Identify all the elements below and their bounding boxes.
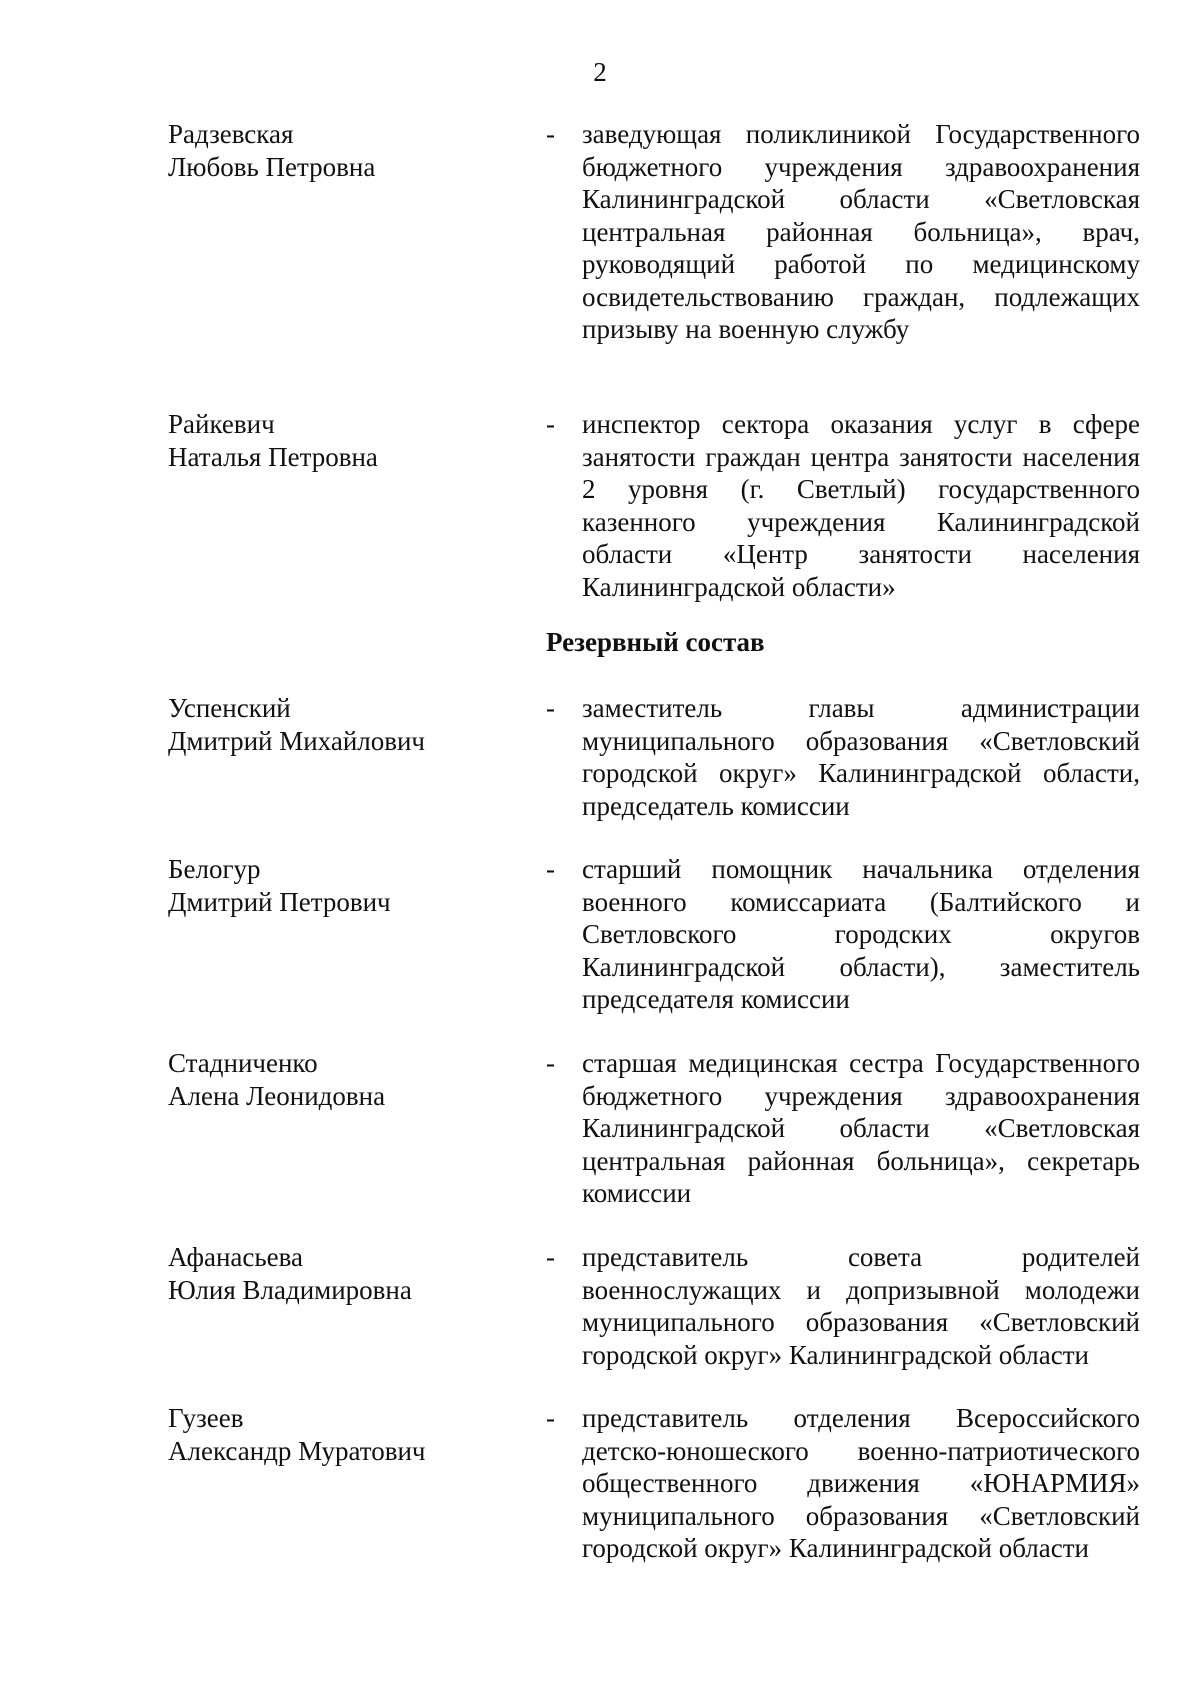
member-name — [168, 408, 528, 473]
entry-dash: - — [546, 1048, 555, 1078]
member-role: старшая медицинская сестра Государственного бюджетного учреждения здравоохранения Калининградской области «Светловская центральная районная больница», секретарь комиссии — [582, 1048, 1140, 1208]
member-given-names: Александр Муратович — [168, 1435, 426, 1466]
member-surname: Афанасьева — [168, 1242, 304, 1272]
reserve-section-heading: Резервный состав — [546, 627, 765, 657]
entry-dash: - — [546, 854, 555, 884]
member-given-names: Дмитрий Михайлович — [168, 725, 426, 756]
member-given-names: Наталья Петровна — [168, 441, 378, 472]
member-given-names: Любовь Петровна — [168, 151, 376, 182]
member-name — [168, 1241, 528, 1306]
member-role: представитель отделения Всероссийского детско-юношеского военно-патриотического общественного движения «ЮНАРМИЯ» муниципального образования «Светловский городской округ» Калининградской области — [582, 1403, 1140, 1563]
entry-dash: - — [546, 1242, 555, 1272]
member-name — [168, 692, 528, 757]
member-given-names: Дмитрий Петрович — [168, 886, 391, 917]
entry-dash: - — [546, 409, 555, 439]
member-surname: Радзевская — [168, 119, 294, 149]
member-name — [168, 118, 528, 183]
member-name — [168, 1047, 528, 1112]
member-role: заведующая поликлиникой Государственного бюджетного учреждения здравоохранения Калининградской области «Светловская центральная районная больница», врач, руководящий работой по медицинскому освидетельствованию граждан, подлежащих призыву на военную службу — [582, 119, 1140, 344]
entry-dash: - — [546, 693, 555, 723]
member-surname: Белогур — [168, 854, 261, 884]
entry-dash: - — [546, 119, 555, 149]
member-surname: Гузеев — [168, 1403, 244, 1433]
member-surname: Райкевич — [168, 409, 275, 439]
member-given-names: Юлия Владимировна — [168, 1274, 412, 1305]
member-given-names: Алена Леонидовна — [168, 1080, 386, 1111]
page-number: 2 — [593, 57, 607, 87]
member-role: старший помощник начальника отделения военного комиссариата (Балтийского и Светловского городских округов Калининградской области), заместитель председателя комиссии — [582, 854, 1140, 1014]
member-role: заместитель главы администрации муниципального образования «Светловский городской округ» Калининградской области, председатель комиссии — [582, 693, 1140, 821]
entry-dash: - — [546, 1403, 555, 1433]
member-surname: Успенский — [168, 693, 291, 723]
member-name — [168, 853, 528, 918]
member-surname: Стадниченко — [168, 1048, 318, 1078]
member-role: представитель совета родителей военнослужащих и допризывной молодежи муниципального образования «Светловский городской округ» Калининградской области — [582, 1242, 1140, 1370]
member-name — [168, 1402, 528, 1467]
member-role: инспектор сектора оказания услуг в сфере занятости граждан центра занятости населения 2 уровня (г. Светлый) государственного казенного учреждения Калининградской области «Центр занятости населения Калининградской области» — [582, 409, 1140, 602]
